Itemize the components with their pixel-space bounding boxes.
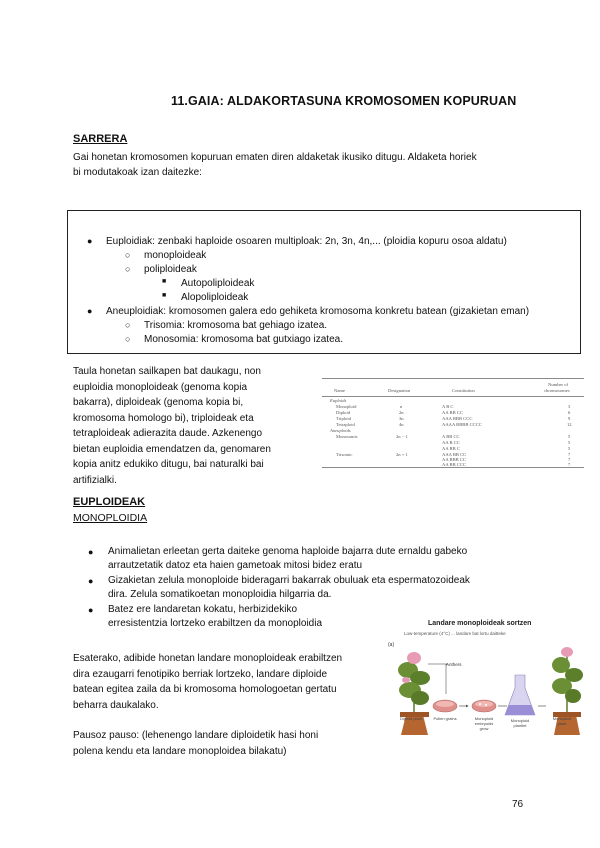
figure-subtitle: Low-temperature (4°C) ... landare bat lortu daitteke	[404, 631, 506, 636]
table-cell: 2n + 1	[396, 452, 408, 457]
table-cell: 3n	[399, 416, 404, 421]
bullet-line: dira. Zelula somatikoetan monoploidia hilgarria da.	[108, 589, 332, 600]
bullet-line: arrautzetatik datoz eta haien gametoak mitosi bidez eratu	[108, 560, 363, 571]
text-line: polena kendu eta landare monoploidea bilakatu)	[73, 745, 287, 757]
table-cell: 9	[568, 416, 571, 421]
sarrera-line-2: bi modutakoak izan daitezke:	[73, 167, 202, 178]
table-group: Euploids	[330, 398, 347, 403]
page-title: 11.GAIA: ALDAKORTASUNA KROMOSOMEN KOPURUAN	[171, 94, 517, 108]
table-cell: Trisomic	[336, 452, 353, 457]
table-cell: Monoploid	[336, 404, 357, 409]
table-rule	[322, 467, 584, 468]
figure-panel-label: (a)	[388, 642, 395, 648]
steps-paragraph	[73, 728, 383, 759]
diploid-plant-icon	[398, 652, 430, 735]
box-mono: monoploideak	[144, 250, 207, 261]
table-header: chromosomes	[544, 388, 570, 393]
text-line: Pausoz pauso: (lehenengo landare diploidetik hasi honi	[73, 730, 319, 741]
table-header: Constitution	[452, 388, 475, 393]
table-cell: 6	[568, 410, 571, 415]
monoploid-plants-figure	[388, 620, 588, 735]
text-line: euploidia monoploideak (genoma kopia	[73, 381, 248, 393]
table-cell: 5	[568, 440, 571, 445]
table-cell: AA BB CC	[442, 410, 463, 415]
figure-label: Monoploid embryoids grow	[474, 716, 494, 731]
table-cell: 4n	[399, 422, 404, 427]
petri-dish-icon	[472, 700, 496, 712]
table-cell: 7	[568, 462, 571, 467]
bullet-line: Gizakietan zelula monoploide bideragarri bakarrak obuluak eta espermatozoideak	[108, 575, 470, 586]
figure-label: Diploid plant	[399, 716, 422, 721]
bullet-square: ■	[162, 278, 167, 285]
figure-label: Monoploid plantlet	[510, 718, 530, 728]
table-cell: AA BB CCC	[442, 462, 466, 467]
figure-title: Landare monoploideak sortzen	[428, 620, 532, 627]
table-cell: AA BB C	[442, 446, 460, 451]
table-header: Designation	[388, 388, 411, 393]
table-header: Name	[334, 388, 345, 393]
figure-label: Monoploid plant	[552, 716, 572, 726]
box-euploid: Euploidiak: zenbaki haploide osoaren multiploak: 2n, 3n, 4n,... (ploidia kopuru osoa aldatu)	[106, 236, 507, 247]
anthers-label: Anthers	[446, 662, 462, 667]
bullet-dot: ●	[88, 576, 94, 586]
table-rule	[322, 378, 584, 379]
table-cell: AA B CC	[442, 440, 460, 445]
table-cell: 7	[568, 452, 571, 457]
bullet-dot: ●	[88, 547, 94, 557]
text-line: Taula honetan sailkapen bat daukagu, non	[73, 366, 261, 377]
bullet-circle: ○	[125, 264, 131, 274]
example-paragraph	[73, 651, 383, 713]
bullet-line: Batez ere landaretan kokatu, herbizidekiko	[108, 604, 298, 615]
table-description	[73, 364, 313, 488]
flask-icon	[505, 675, 535, 715]
monoploidia-subheading: MONOPLOIDIA	[73, 512, 148, 524]
bullet-circle: ○	[125, 250, 131, 260]
table-cell: 7	[568, 457, 571, 462]
table-cell: A BB CC	[442, 434, 460, 439]
text-line: beharra daukalako.	[73, 699, 159, 711]
text-line: Esaterako, adibide honetan landare monoploideak erabiltzen	[73, 653, 343, 664]
box-tri: Trisomia: kromosoma bat gehiago izatea.	[144, 320, 328, 331]
box-alo: Alopoliploideak	[181, 292, 249, 303]
bullet-line: erresistentzia lortzeko erabiltzen da monoploidia	[108, 618, 323, 629]
box-poli: poliploideak	[144, 264, 197, 275]
table-group: Aneuploids	[330, 428, 351, 433]
table-rule	[322, 396, 584, 397]
sarrera-line-1: Gai honetan kromosomen kopuruan ematen diren aldaketak ikusiko ditugu. Aldaketa horiek	[73, 152, 477, 163]
bullet-circle: ○	[125, 320, 131, 330]
figure-label: Pollen grains	[433, 716, 457, 721]
table-header: Number of	[548, 382, 569, 387]
bullet-dot: ●	[87, 236, 93, 246]
bullet-square: ■	[162, 292, 167, 299]
text-line: batean egitea zaila da bi kromosoma homologoetan gertatu	[73, 684, 337, 695]
page-number: 76	[512, 799, 524, 810]
table-cell: AAAA BBBB CCCC	[442, 422, 482, 427]
text-line: kromosoma homologo bi), triploideak eta	[73, 412, 254, 424]
table-cell: Tetraploid	[336, 422, 355, 427]
table-cell: A B C	[442, 404, 454, 409]
table-cell: n	[400, 404, 403, 409]
table-cell: 2n − 1	[396, 434, 408, 439]
table-cell: 2n	[399, 410, 404, 415]
bullet-line: Animalietan erleetan gerta daiteke genoma haploide bajarra dute ernaldu gabeko	[108, 546, 468, 557]
bullet-dot: ●	[87, 306, 93, 316]
table-cell: 12	[567, 422, 572, 427]
euploideak-heading: EUPLOIDEAK	[73, 496, 146, 508]
text-line: bakarra), diploideak (genoma kopia bi,	[73, 397, 244, 408]
table-cell: Monosomic	[336, 434, 358, 439]
bullet-circle: ○	[125, 334, 131, 344]
table-cell: 5	[568, 434, 571, 439]
table-cell: AA BBB CC	[442, 457, 466, 462]
text-line: kopia anitz edukiko ditugu, bai naturalki bai	[73, 459, 264, 470]
bullet-dot: ●	[88, 605, 94, 615]
table-cell: Triploid	[336, 416, 351, 421]
table-cell: AAA BBB CCC	[442, 416, 473, 421]
table-cell: Diploid	[336, 410, 351, 415]
petri-dish-icon	[433, 700, 457, 712]
box-auto: Autopoliploideak	[181, 278, 255, 289]
text-line: tetraploideak adierazita daude. Azkenengo	[73, 428, 263, 439]
text-line: bietan euploidia emendatzen da, genomaren	[73, 443, 271, 455]
sarrera-heading: SARRERA	[73, 133, 128, 145]
ploidy-table	[322, 368, 584, 467]
box-monosomia: Monosomia: kromosoma bat gutxiago izatea.	[144, 334, 343, 345]
table-cell: 3	[568, 404, 571, 409]
text-line: artifizialki.	[73, 474, 117, 486]
table-cell: AAA BB CC	[442, 452, 467, 457]
table-cell: 5	[568, 446, 571, 451]
box-aneu: Aneuploidiak: kromosomen galera edo gehiketa kromosoma konkretu batean (gizakietan eman)	[106, 306, 530, 317]
text-line: dira ezaugarri fenotipiko berriak lortzeko, landare diploide	[73, 668, 328, 680]
classification-box	[67, 210, 581, 354]
